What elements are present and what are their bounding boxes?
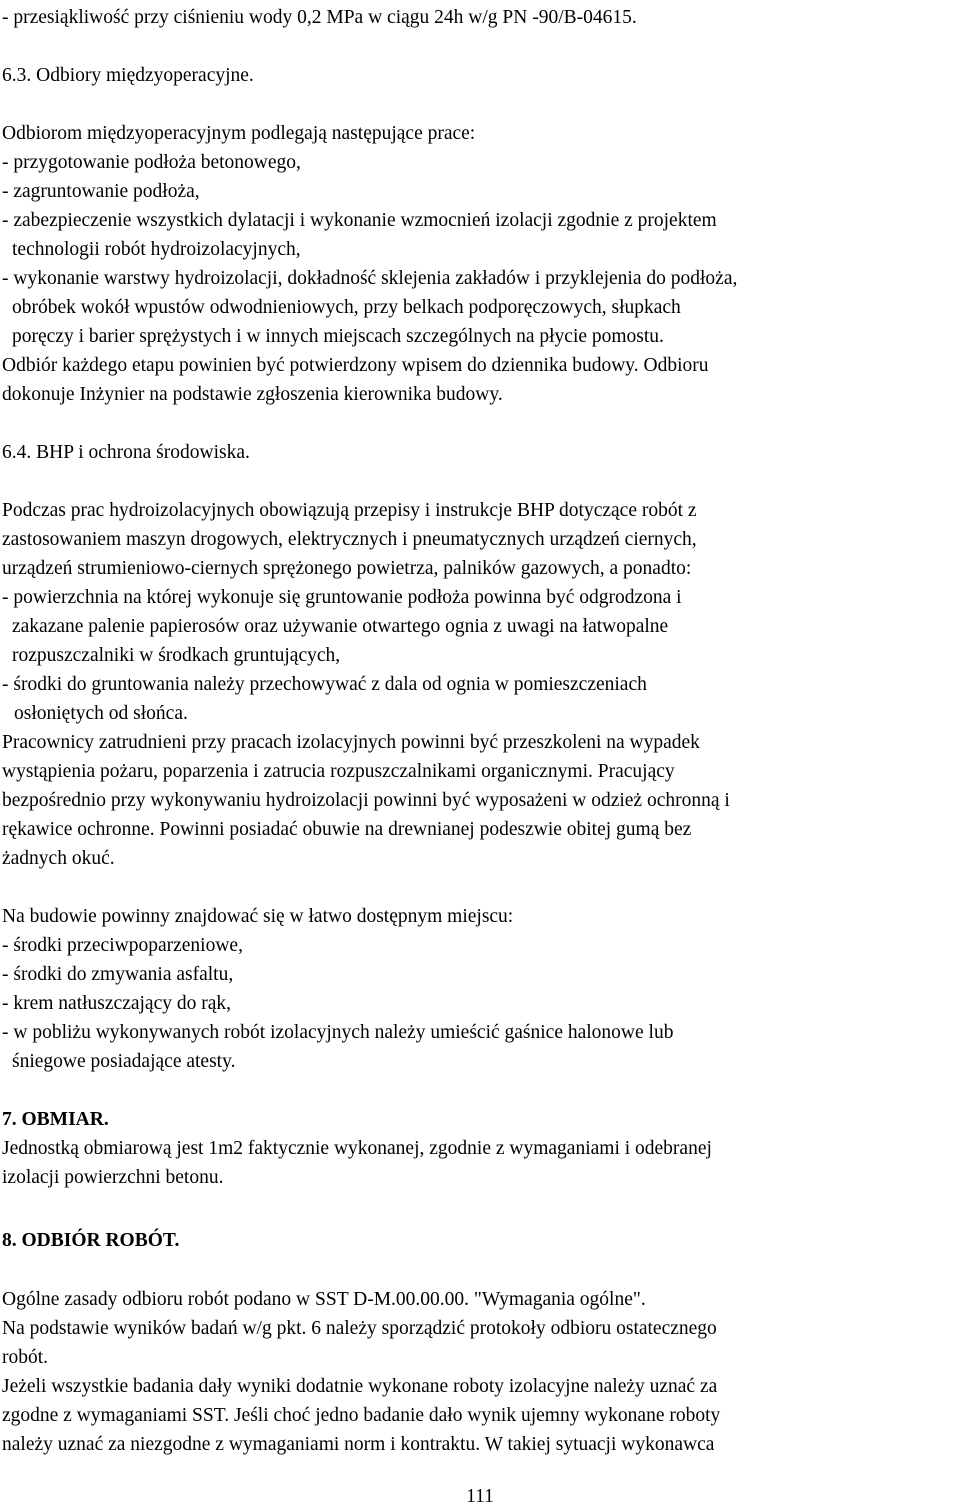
s63-line: technologii robót hydroizolacyjnych,	[12, 239, 301, 260]
s63-line: poręczy i barier sprężystych i w innych miejscach szczególnych na płycie pomostu.	[12, 326, 664, 347]
s64-line: - środki do zmywania asfaltu,	[2, 964, 234, 985]
section-8-heading: 8. ODBIÓR ROBÓT.	[2, 1230, 180, 1251]
s63-line: - zabezpieczenie wszystkich dylatacji i wykonanie wzmocnień izolacji zgodnie z projektem	[2, 210, 717, 231]
s64-line: - w pobliżu wykonywanych robót izolacyjnych należy umieścić gaśnice halonowe lub	[2, 1022, 674, 1043]
s64-line: - powierzchnia na której wykonuje się gruntowanie podłoża powinna być odgrodzona i	[2, 587, 682, 608]
s64-line: śniegowe posiadające atesty.	[12, 1051, 236, 1072]
s63-line: Odbiorom międzyoperacyjnym podlegają następujące prace:	[2, 123, 476, 144]
s8-line: Jeżeli wszystkie badania dały wyniki dodatnie wykonane roboty izolacyjne należy uznać za	[2, 1376, 718, 1397]
s64-line: rozpuszczalniki w środkach gruntujących,	[12, 645, 341, 666]
s64-line: zakazane palenie papierosów oraz używanie otwartego ognia z uwagi na łatwopalne	[12, 616, 669, 637]
s63-line: - zagruntowanie podłoża,	[2, 181, 200, 202]
s64-line: Na budowie powinny znajdować się w łatwo dostępnym miejscu:	[2, 906, 514, 927]
s64-line: urządzeń strumieniowo-ciernych sprężonego powietrza, palników gazowych, a ponadto:	[2, 558, 692, 579]
s8-line: Ogólne zasady odbioru robót podano w SST D-M.00.00.00. "Wymagania ogólne".	[2, 1289, 646, 1310]
s63-line: obróbek wokół wpustów odwodnieniowych, przy belkach podporęczowych, słupkach	[12, 297, 681, 318]
s64-line: - krem natłuszczający do rąk,	[2, 993, 232, 1014]
s8-line: należy uznać za niezgodne z wymaganiami norm i kontraktu. W takiej sytuacji wykonawca	[2, 1434, 715, 1455]
s64-line: osłoniętych od słońca.	[14, 703, 188, 724]
s8-line: zgodne z wymaganiami SST. Jeśli choć jedno badanie dało wynik ujemny wykonane roboty	[2, 1405, 721, 1426]
section-6-4-heading: 6.4. BHP i ochrona środowiska.	[2, 442, 250, 463]
page-number: 111	[466, 1486, 494, 1507]
section-7-heading: 7. OBMIAR.	[2, 1109, 109, 1130]
s64-line: Podczas prac hydroizolacyjnych obowiązują przepisy i instrukcje BHP dotyczące robót z	[2, 500, 697, 521]
s64-line: żadnych okuć.	[2, 848, 115, 869]
s64-line: - środki do gruntowania należy przechowywać z dala od ognia w pomieszczeniach	[2, 674, 647, 695]
s64-line: zastosowaniem maszyn drogowych, elektrycznych i pneumatycznych urządzeń ciernych,	[2, 529, 697, 550]
s64-line: Pracownicy zatrudnieni przy pracach izolacyjnych powinni być przeszkoleni na wypadek	[2, 732, 700, 753]
s8-line: Na podstawie wyników badań w/g pkt. 6 należy sporządzić protokoły odbioru ostatecznego	[2, 1318, 717, 1339]
s63-line: - przygotowanie podłoża betonowego,	[2, 152, 301, 173]
section-6-3-heading: 6.3. Odbiory międzyoperacyjne.	[2, 65, 254, 86]
s63-line: - wykonanie warstwy hydroizolacji, dokładność sklejenia zakładów i przyklejenia do podłoża,	[2, 268, 738, 289]
s64-line: rękawice ochronne. Powinni posiadać obuwie na drewnianej podeszwie obitej gumą bez	[2, 819, 692, 840]
s8-line: robót.	[2, 1347, 49, 1368]
s64-line: wystąpienia pożaru, poparzenia i zatrucia rozpuszczalnikami organicznymi. Pracujący	[2, 761, 675, 782]
s7-line: Jednostką obmiarową jest 1m2 faktycznie wykonanej, zgodnie z wymaganiami i odebranej	[2, 1138, 712, 1159]
s64-line: bezpośrednio przy wykonywaniu hydroizolacji powinni być wyposażeni w odzież ochronną i	[2, 790, 730, 811]
spec-line-pressure: - przesiąkliwość przy ciśnieniu wody 0,2 MPa w ciągu 24h w/g PN -90/B-04615.	[2, 7, 637, 28]
s64-line: - środki przeciwpoparzeniowe,	[2, 935, 243, 956]
s7-line: izolacji powierzchni betonu.	[2, 1167, 224, 1188]
s63-line: dokonuje Inżynier na podstawie zgłoszenia kierownika budowy.	[2, 384, 503, 405]
s63-line: Odbiór każdego etapu powinien być potwierdzony wpisem do dziennika budowy. Odbioru	[2, 355, 709, 376]
